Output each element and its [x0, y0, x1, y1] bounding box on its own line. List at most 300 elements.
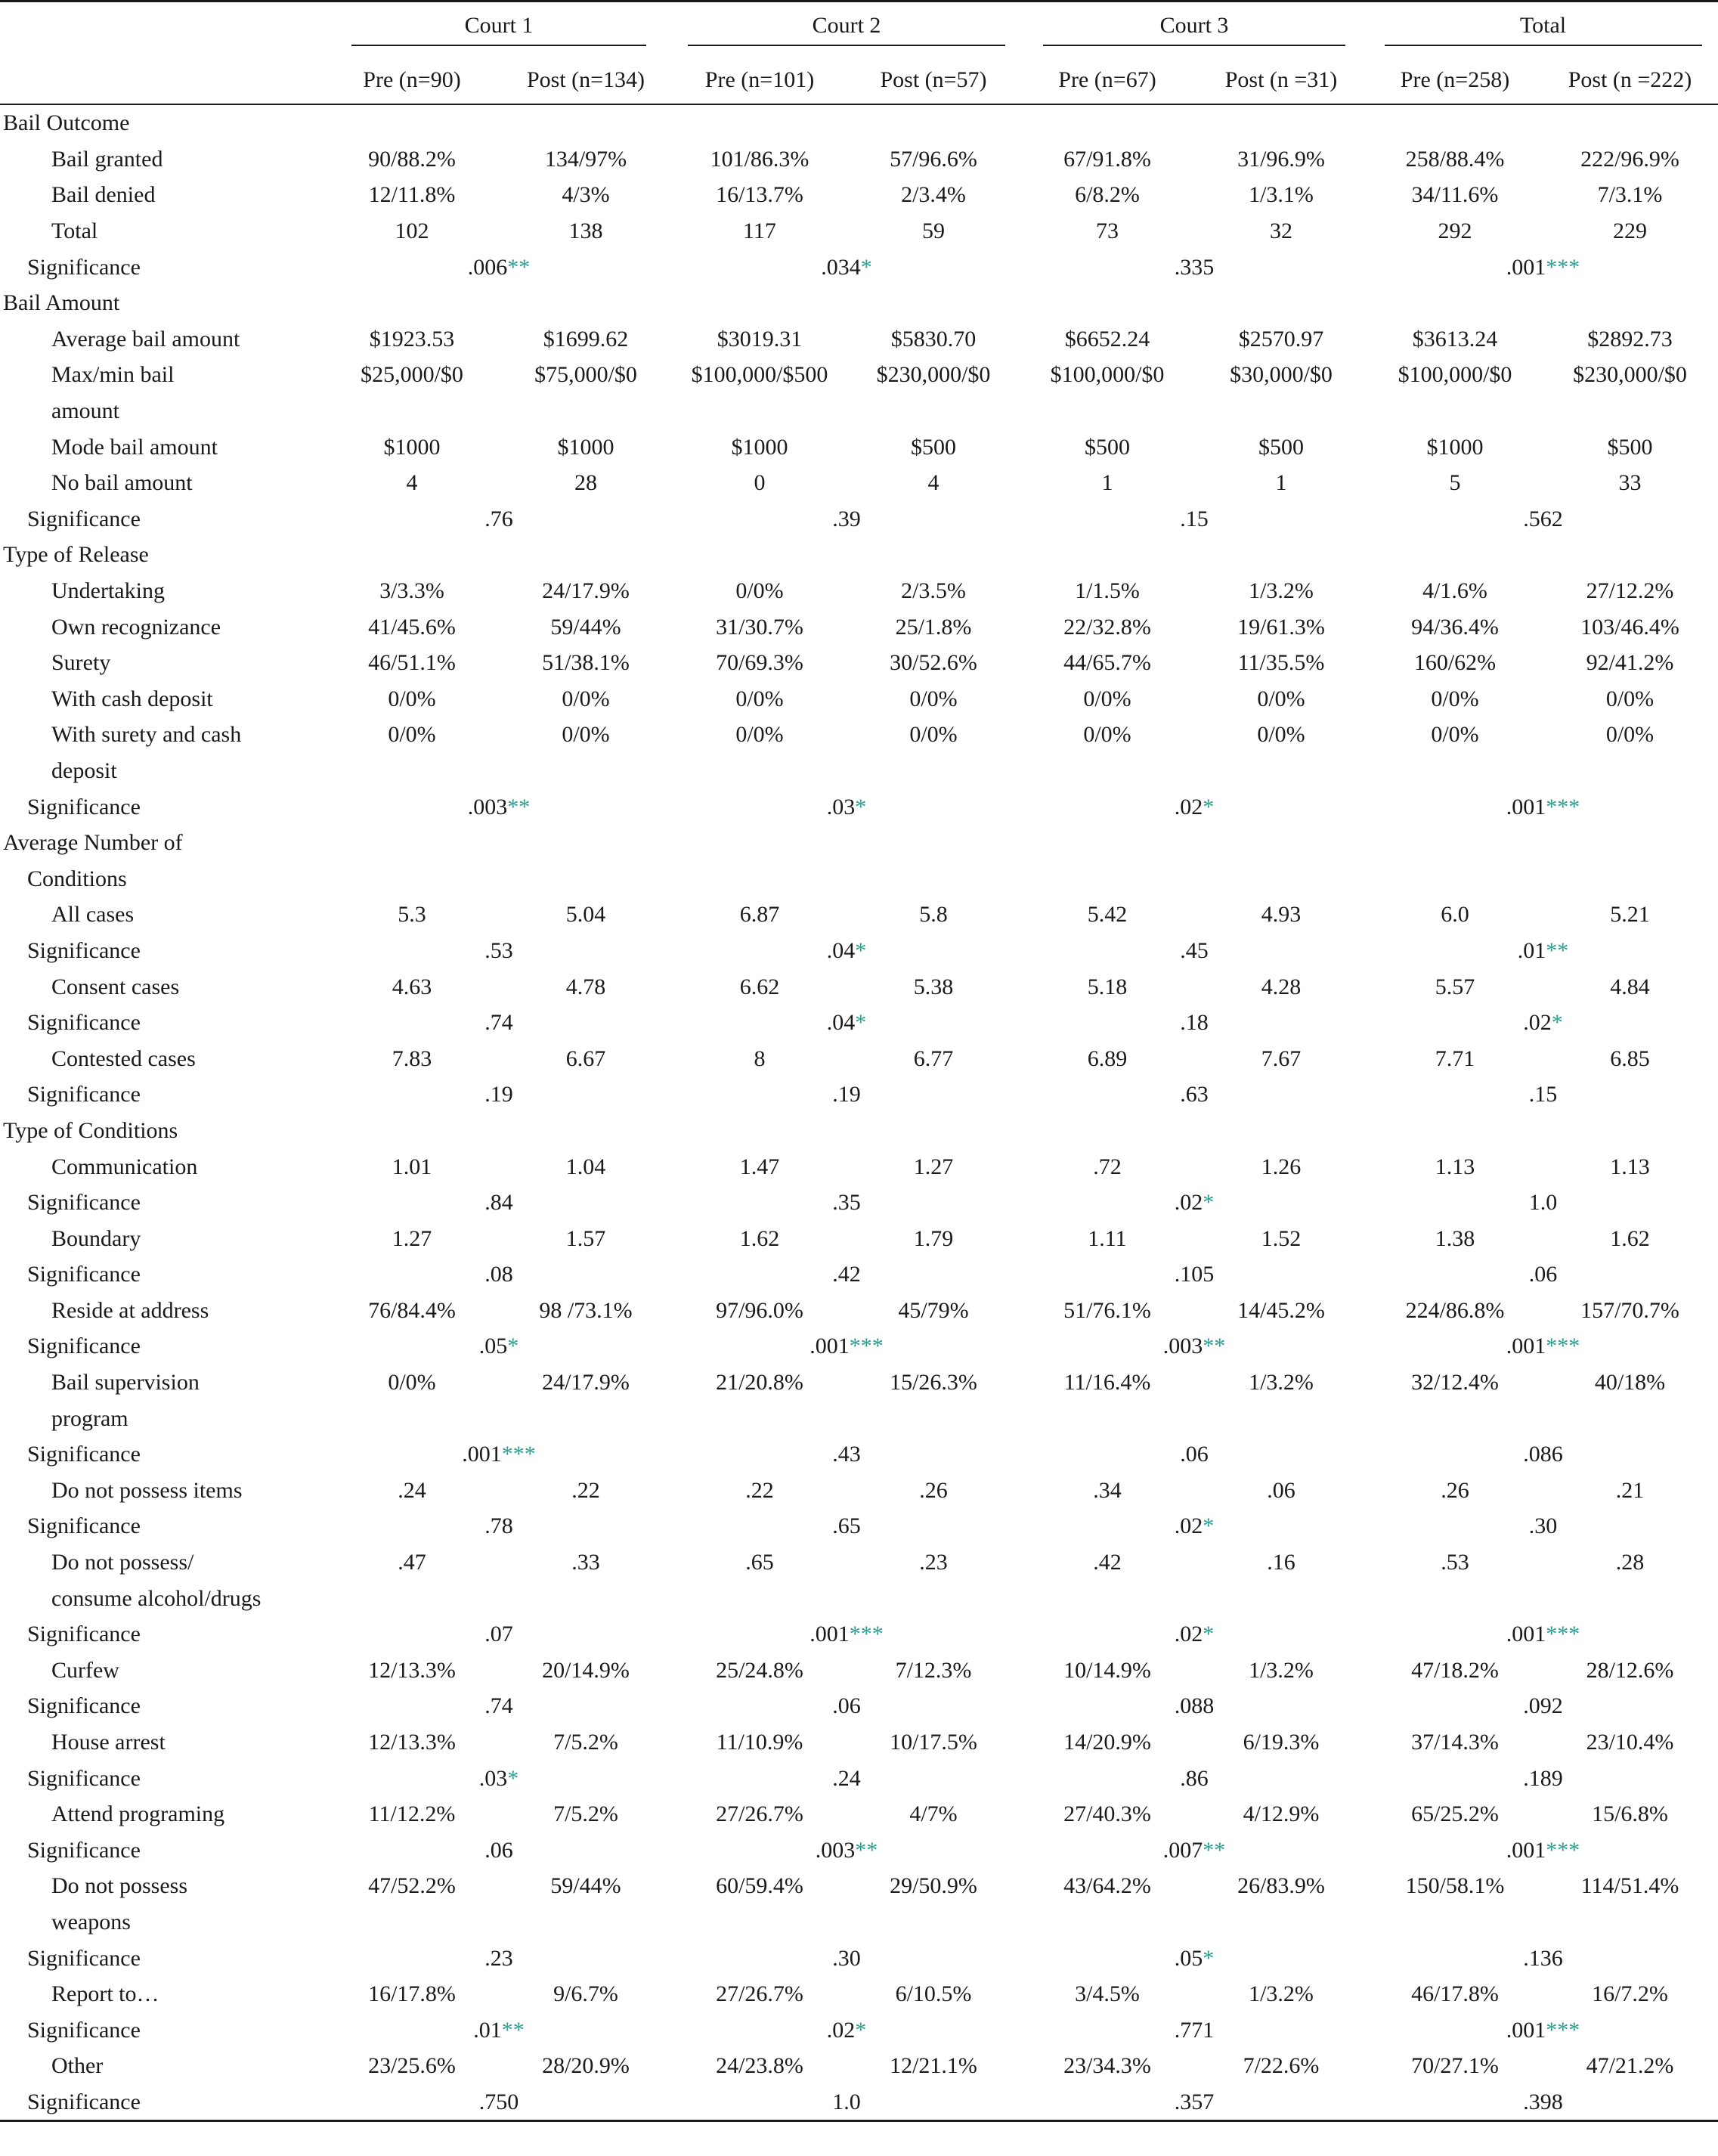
empty-cell [1194, 104, 1368, 141]
empty-cell [1020, 825, 1194, 861]
p-value: .001 [1506, 254, 1546, 280]
empty-cell [673, 1904, 847, 1941]
court-1-label: Court 1 [351, 13, 646, 46]
table-cell: 6/8.2% [1075, 182, 1140, 208]
empty-cell [673, 825, 847, 861]
table-cell: 8 [754, 1045, 766, 1071]
p-value: .19 [832, 1082, 861, 1107]
table-cell: 27/12.2% [1586, 578, 1674, 604]
p-value: .06 [484, 1837, 513, 1863]
table-cell: 28/20.9% [542, 2053, 630, 2079]
table-cell: .23 [919, 1550, 948, 1575]
row-label: Max/min bail [51, 362, 175, 388]
table-cell: 6.0 [1441, 902, 1469, 928]
p-value: .39 [832, 506, 861, 531]
table-cell: 1.26 [1261, 1154, 1302, 1179]
significance-cell [325, 1832, 673, 1869]
table-cell: 23/34.3% [1063, 2053, 1151, 2079]
significance-cell [1368, 1760, 1718, 1796]
court-1-post-header: Post (n=134) [499, 57, 673, 104]
table-cell: 1.52 [1261, 1225, 1302, 1251]
table-cell: 57/96.6% [890, 146, 977, 172]
p-value: .189 [1523, 1765, 1563, 1791]
table-cell: 7.67 [1261, 1045, 1302, 1071]
table-cell: 5.18 [1087, 974, 1128, 999]
table-row [0, 141, 1718, 178]
table-cell: .26 [1441, 1477, 1469, 1503]
significance-row [0, 788, 1718, 825]
table-row [0, 681, 1718, 717]
p-value: .750 [478, 2089, 519, 2114]
table-row [0, 1976, 1718, 2012]
table-cell: $500 [1258, 434, 1304, 460]
header-blank-sub [0, 57, 325, 104]
significance-cell [1368, 2084, 1718, 2121]
p-value: .001 [1506, 2017, 1546, 2043]
row-label: Attend programing [51, 1801, 225, 1827]
table-cell: 16/13.7% [716, 182, 803, 208]
table-cell: .47 [398, 1550, 426, 1575]
empty-cell [1368, 825, 1542, 861]
p-value: .006 [467, 254, 508, 280]
row-label: Bail granted [51, 146, 163, 172]
significance-cell [325, 1760, 673, 1796]
table-cell: 4.93 [1261, 902, 1302, 928]
significance-cell [1020, 2012, 1368, 2048]
table-cell: .65 [745, 1550, 774, 1575]
table-row [0, 213, 1718, 249]
p-value: .30 [1528, 1513, 1558, 1539]
table-cell: 10/17.5% [890, 1730, 977, 1755]
significance-cell [673, 1832, 1020, 1869]
table-cell: 98 /73.1% [539, 1297, 633, 1323]
table-cell: 4/12.9% [1243, 1801, 1320, 1827]
row-label: Boundary [51, 1225, 141, 1251]
empty-cell [673, 104, 847, 141]
table-cell: 11/10.9% [716, 1730, 803, 1755]
table-cell: 0/0% [909, 686, 958, 711]
table-row [0, 1148, 1718, 1185]
row-label-row [0, 1400, 1718, 1436]
empty-cell [325, 825, 499, 861]
table-cell: 6.89 [1087, 1045, 1128, 1071]
table-cell: 1/3.2% [1249, 1370, 1314, 1396]
total-post-header: Post (n =222) [1542, 57, 1718, 104]
empty-cell [847, 825, 1020, 861]
table-cell: 0/0% [1257, 722, 1305, 748]
table-row [0, 1724, 1718, 1761]
table-cell: 1.62 [1610, 1225, 1650, 1251]
significance-cell [1020, 1508, 1368, 1544]
empty-cell [1020, 1400, 1194, 1436]
empty-cell [1194, 1113, 1368, 1149]
table-cell: 6.62 [739, 974, 780, 999]
p-value: .08 [484, 1262, 513, 1287]
table-cell: .53 [1441, 1550, 1469, 1575]
p-value: .53 [484, 937, 513, 963]
significance-cell [325, 249, 673, 285]
empty-cell [325, 285, 499, 321]
table-cell: 16/17.8% [368, 1981, 456, 2007]
table-row [0, 2048, 1718, 2084]
empty-cell [673, 537, 847, 573]
significance-cell [325, 2084, 673, 2121]
empty-cell [1368, 1400, 1542, 1436]
significance-stars: * [1203, 794, 1215, 819]
table-row [0, 1220, 1718, 1256]
table-cell: 1/1.5% [1075, 578, 1140, 604]
significance-cell [1368, 1940, 1718, 1976]
empty-cell [1194, 860, 1368, 897]
table-cell: 28/12.6% [1586, 1657, 1674, 1683]
table-cell: $100,000/$0 [1050, 362, 1165, 388]
significance-row [0, 1940, 1718, 1976]
significance-stars: * [855, 2017, 867, 2043]
table-cell: 43/64.2% [1063, 1873, 1151, 1899]
table-cell: 5.42 [1087, 902, 1128, 928]
p-value: .003 [467, 794, 508, 819]
significance-stars: *** [849, 1334, 884, 1359]
table-cell: 44/65.7% [1063, 650, 1151, 676]
table-cell: 114/51.4% [1580, 1873, 1679, 1899]
table-cell: .28 [1615, 1550, 1645, 1575]
table-cell: 0/0% [1605, 686, 1655, 711]
table-cell: 0/0% [1431, 722, 1479, 748]
table-cell: 21/20.8% [716, 1370, 803, 1396]
row-label: House arrest [51, 1730, 166, 1755]
court-2-post-header: Post (n=57) [847, 57, 1020, 104]
table-cell: 157/70.7% [1580, 1297, 1679, 1323]
significance-cell [325, 788, 673, 825]
p-value: .003 [815, 1837, 856, 1863]
table-cell: 7/22.6% [1243, 2053, 1320, 2079]
significance-cell [673, 1185, 1020, 1221]
significance-cell [325, 1436, 673, 1473]
significance-cell [325, 501, 673, 537]
row-label-row [0, 825, 1718, 861]
significance-row [0, 1005, 1718, 1041]
table-cell: 0/0% [735, 722, 784, 748]
significance-cell [1020, 1760, 1368, 1796]
significance-cell [1368, 1436, 1718, 1473]
table-row [0, 357, 1718, 393]
significance-stars: *** [1546, 254, 1580, 280]
significance-cell [673, 788, 1020, 825]
court-3-post-header: Post (n =31) [1194, 57, 1368, 104]
table-cell: 0/0% [1605, 722, 1655, 748]
p-value: .45 [1180, 937, 1209, 963]
table-cell: 25/1.8% [895, 614, 972, 640]
table-cell: $75,000/$0 [534, 362, 637, 388]
significance-cell [1368, 1508, 1718, 1544]
significance-cell [673, 1256, 1020, 1293]
empty-cell [1542, 104, 1718, 141]
significance-cell [1368, 249, 1718, 285]
significance-cell [673, 2084, 1020, 2121]
table-cell: $500 [1607, 434, 1653, 460]
table-cell: 1/3.2% [1249, 578, 1314, 604]
empty-cell [847, 537, 1020, 573]
p-value: .30 [832, 1945, 861, 1971]
p-value: .001 [809, 1334, 850, 1359]
row-label-row [0, 393, 1718, 429]
table-cell: 224/86.8% [1405, 1297, 1505, 1323]
table-cell: 51/38.1% [542, 650, 630, 676]
significance-stars: ** [507, 794, 531, 819]
table-cell: $2570.97 [1238, 326, 1324, 352]
significance-stars: * [507, 1334, 519, 1359]
table-cell: 2/3.4% [901, 182, 966, 208]
table-cell: 32/12.4% [1411, 1370, 1499, 1396]
empty-cell [1542, 537, 1718, 573]
p-value: .42 [832, 1262, 861, 1287]
table-cell: 1/3.1% [1249, 182, 1314, 208]
empty-cell [1542, 285, 1718, 321]
table-cell: 15/6.8% [1592, 1801, 1668, 1827]
p-value: .01 [1517, 937, 1546, 963]
row-label: Bail denied [51, 182, 156, 208]
section-heading: Type of Release [3, 542, 149, 568]
significance-cell [325, 1256, 673, 1293]
significance-label: Significance [27, 2017, 141, 2043]
p-value: .771 [1174, 2017, 1215, 2043]
p-value: .001 [1506, 1837, 1546, 1863]
p-value: .562 [1523, 506, 1563, 531]
table-header [0, 2, 1718, 105]
table-row [0, 968, 1718, 1005]
significance-cell [325, 1328, 673, 1365]
row-label-row [0, 1904, 1718, 1941]
p-value: .04 [826, 937, 856, 963]
table-cell: 4.63 [392, 974, 432, 999]
table-cell: 4 [927, 470, 939, 496]
significance-cell [1020, 1940, 1368, 1976]
table-cell: 1.13 [1435, 1154, 1475, 1179]
table-cell: 5.57 [1435, 974, 1475, 999]
empty-cell [325, 104, 499, 141]
significance-cell [673, 1688, 1020, 1724]
significance-cell [325, 1076, 673, 1113]
empty-cell [499, 1113, 673, 1149]
significance-stars: ** [1546, 937, 1569, 963]
significance-stars: * [855, 1010, 867, 1036]
table-cell: 34/11.6% [1411, 182, 1499, 208]
table-cell: 32 [1270, 218, 1292, 244]
significance-stars: *** [1546, 2017, 1580, 2043]
significance-row [0, 501, 1718, 537]
empty-cell [1368, 1113, 1542, 1149]
table-cell: 7/12.3% [895, 1657, 972, 1683]
row-label-row [0, 860, 1718, 897]
significance-stars: *** [849, 1622, 884, 1647]
significance-cell [673, 1328, 1020, 1365]
significance-stars: *** [501, 1442, 536, 1467]
empty-cell [1020, 393, 1194, 429]
empty-cell [847, 1904, 1020, 1941]
table-row [0, 645, 1718, 681]
p-value: .65 [832, 1513, 861, 1539]
empty-cell [1194, 393, 1368, 429]
table-cell: 4/7% [909, 1801, 958, 1827]
table-cell: 3/3.3% [379, 578, 444, 604]
empty-cell [673, 393, 847, 429]
p-value: .001 [1506, 1622, 1546, 1647]
significance-label: Significance [27, 1082, 141, 1107]
significance-stars: * [855, 794, 867, 819]
significance-row [0, 1256, 1718, 1293]
court-3-label: Court 3 [1043, 13, 1345, 46]
table-row [0, 1653, 1718, 1689]
empty-cell [499, 1400, 673, 1436]
empty-cell [1542, 825, 1718, 861]
empty-cell [1368, 1580, 1542, 1616]
table-cell: 22/32.8% [1063, 614, 1151, 640]
table-cell: 27/26.7% [716, 1801, 803, 1827]
row-label: weapons [51, 1909, 131, 1935]
p-value: .03 [478, 1765, 508, 1791]
empty-cell [1542, 1113, 1718, 1149]
table-cell: 15/26.3% [890, 1370, 977, 1396]
p-value: .02 [1174, 794, 1203, 819]
table-cell: 90/88.2% [368, 146, 456, 172]
table-cell: 11/16.4% [1063, 1370, 1151, 1396]
table-cell: 1.62 [739, 1225, 780, 1251]
section-heading: Bail Amount [3, 290, 120, 316]
significance-stars: ** [855, 1837, 878, 1863]
table-cell: 0/0% [388, 722, 436, 748]
empty-cell [1368, 753, 1542, 789]
significance-row [0, 1832, 1718, 1869]
row-label: Do not possess items [51, 1477, 243, 1503]
empty-cell [673, 1113, 847, 1149]
empty-cell [1194, 825, 1368, 861]
table-cell: 7.71 [1435, 1045, 1475, 1071]
table-cell: 16/7.2% [1592, 1981, 1668, 2007]
table-cell: $6652.24 [1064, 326, 1150, 352]
table-cell: 92/41.2% [1586, 650, 1674, 676]
empty-cell [325, 1580, 499, 1616]
table-cell: 6.77 [913, 1045, 954, 1071]
table-cell: 4/1.6% [1422, 578, 1487, 604]
significance-label: Significance [27, 1010, 141, 1036]
empty-cell [325, 753, 499, 789]
significance-cell [1020, 1688, 1368, 1724]
significance-cell [673, 1005, 1020, 1041]
total-pre-header: Pre (n=258) [1368, 57, 1542, 104]
significance-cell [1020, 1616, 1368, 1653]
significance-cell [1020, 1328, 1368, 1365]
table-cell: .33 [571, 1550, 600, 1575]
court-1-pre-header: Pre (n=90) [325, 57, 499, 104]
pre-post-header-row [0, 57, 1718, 104]
table-cell: 47/18.2% [1411, 1657, 1499, 1683]
p-value: .02 [1523, 1010, 1552, 1036]
table-cell: 6/19.3% [1243, 1730, 1320, 1755]
empty-cell [1194, 1904, 1368, 1941]
table-row [0, 1365, 1718, 1401]
row-label: All cases [51, 902, 135, 928]
significance-cell [1020, 788, 1368, 825]
court-header-row [0, 2, 1718, 57]
row-label: Communication [51, 1154, 198, 1179]
empty-cell [1542, 1904, 1718, 1941]
significance-label: Significance [27, 1442, 141, 1467]
empty-cell [1020, 537, 1194, 573]
significance-cell [1020, 1185, 1368, 1221]
table-cell: 138 [568, 218, 603, 244]
table-cell: 1 [1101, 470, 1113, 496]
empty-cell [1368, 860, 1542, 897]
p-value: .001 [1506, 794, 1546, 819]
table-cell: 6.67 [565, 1045, 606, 1071]
row-label: Consent cases [51, 974, 180, 999]
table-cell: 1.13 [1610, 1154, 1650, 1179]
significance-cell [1020, 501, 1368, 537]
significance-cell [1020, 1076, 1368, 1113]
significance-cell [673, 249, 1020, 285]
empty-cell [1542, 860, 1718, 897]
table-cell: 12/11.8% [368, 182, 456, 208]
table-cell: $1000 [383, 434, 441, 460]
table-cell: 7/3.1% [1597, 182, 1663, 208]
table-cell: 67/91.8% [1063, 146, 1151, 172]
empty-cell [1194, 753, 1368, 789]
significance-row [0, 933, 1718, 969]
table-row [0, 1040, 1718, 1076]
court-2-header [673, 2, 1020, 57]
total-header [1368, 2, 1718, 57]
table-cell: 70/27.1% [1411, 2053, 1499, 2079]
p-value: .06 [832, 1693, 861, 1719]
significance-stars: * [1203, 1513, 1215, 1539]
table-row [0, 1473, 1718, 1509]
table-cell: 20/14.9% [542, 1657, 630, 1683]
table-row [0, 429, 1718, 465]
significance-stars: ** [1203, 1837, 1226, 1863]
table-cell: 1.11 [1088, 1225, 1127, 1251]
p-value: .088 [1174, 1693, 1215, 1719]
table-cell: $1699.62 [543, 326, 629, 352]
empty-cell [1542, 753, 1718, 789]
table-cell: .42 [1093, 1550, 1122, 1575]
empty-cell [325, 537, 499, 573]
p-value: .02 [1174, 1622, 1203, 1647]
significance-cell [673, 2012, 1020, 2048]
table-cell: 1 [1275, 470, 1287, 496]
significance-label: Significance [27, 1513, 141, 1539]
row-label: consume alcohol/drugs [51, 1585, 262, 1611]
row-label-row [0, 753, 1718, 789]
significance-cell [1368, 1832, 1718, 1869]
table-cell: 41/45.6% [368, 614, 456, 640]
table-cell: 6/10.5% [895, 1981, 972, 2007]
table-cell: 14/20.9% [1063, 1730, 1151, 1755]
significance-label: Significance [27, 1262, 141, 1287]
p-value: .03 [826, 794, 856, 819]
table-cell: 12/13.3% [368, 1657, 456, 1683]
p-value: .007 [1162, 1837, 1203, 1863]
row-label: Bail supervision [51, 1370, 200, 1396]
table-cell: 0/0% [388, 1370, 436, 1396]
table-cell: 5.21 [1610, 902, 1650, 928]
significance-cell [1368, 788, 1718, 825]
table-cell: 3/4.5% [1075, 1981, 1140, 2007]
empty-cell [847, 1113, 1020, 1149]
row-label: Reside at address [51, 1297, 209, 1323]
table-cell: 5.8 [919, 902, 948, 928]
table-cell: 1.79 [913, 1225, 954, 1251]
table-cell: $230,000/$0 [876, 362, 991, 388]
